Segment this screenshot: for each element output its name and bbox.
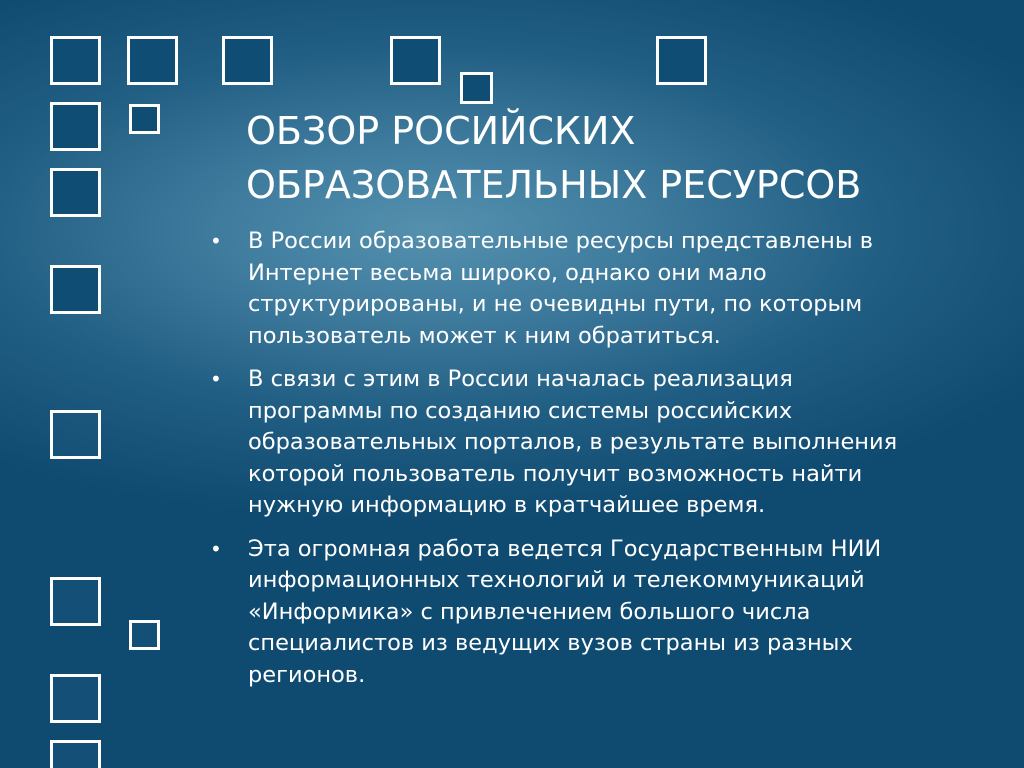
- bullet-list: [210, 226, 910, 703]
- decor-square-12: [50, 577, 101, 626]
- bullet-marker: •: [210, 229, 222, 253]
- bullet-item: [210, 534, 910, 692]
- decor-square-2: [127, 36, 178, 85]
- decor-square-6: [656, 36, 707, 85]
- decor-square-3: [222, 36, 273, 85]
- bullet-text: В России образовательные ресурсы представлены в Интернет весьма широко, однако они мало структурированы, и не очевидны пути, по которым пользователь может к ним обратиться.: [248, 228, 874, 349]
- decor-square-15: [50, 740, 101, 768]
- bullet-item: [210, 364, 910, 522]
- slide-title-line2: ОБРАЗОВАТЕЛЬНЫХ РЕСУРСОВ: [246, 163, 862, 207]
- decor-square-1: [50, 36, 101, 85]
- decor-square-10: [50, 265, 101, 314]
- bullet-item: [210, 226, 910, 352]
- decor-square-14: [50, 674, 101, 723]
- bullet-marker: •: [210, 536, 222, 561]
- decor-square-11: [50, 410, 101, 459]
- bullet-text: Эта огромная работа ведется Государственным НИИ информационных технологий и телекоммуникаций «Информика» с привлечением большого числа специалистов из ведущих вузов страны из разных регионов.: [248, 535, 882, 688]
- decor-square-5: [460, 72, 493, 104]
- slide-title: [246, 104, 986, 212]
- bullet-marker: •: [210, 367, 222, 391]
- decor-square-7: [50, 102, 101, 151]
- decor-square-13: [129, 620, 160, 650]
- decor-square-8: [129, 104, 160, 134]
- bullet-text: В связи с этим в России началась реализация программы по созданию системы российских образовательных порталов, в результате выполнения которой пользователь получит возможность найти нужную информацию в кратчайшее время.: [248, 366, 898, 518]
- decor-square-9: [50, 168, 101, 217]
- slide-title-line1: ОБЗОР РОСИЙСКИХ: [246, 109, 636, 153]
- decor-square-4: [390, 36, 441, 85]
